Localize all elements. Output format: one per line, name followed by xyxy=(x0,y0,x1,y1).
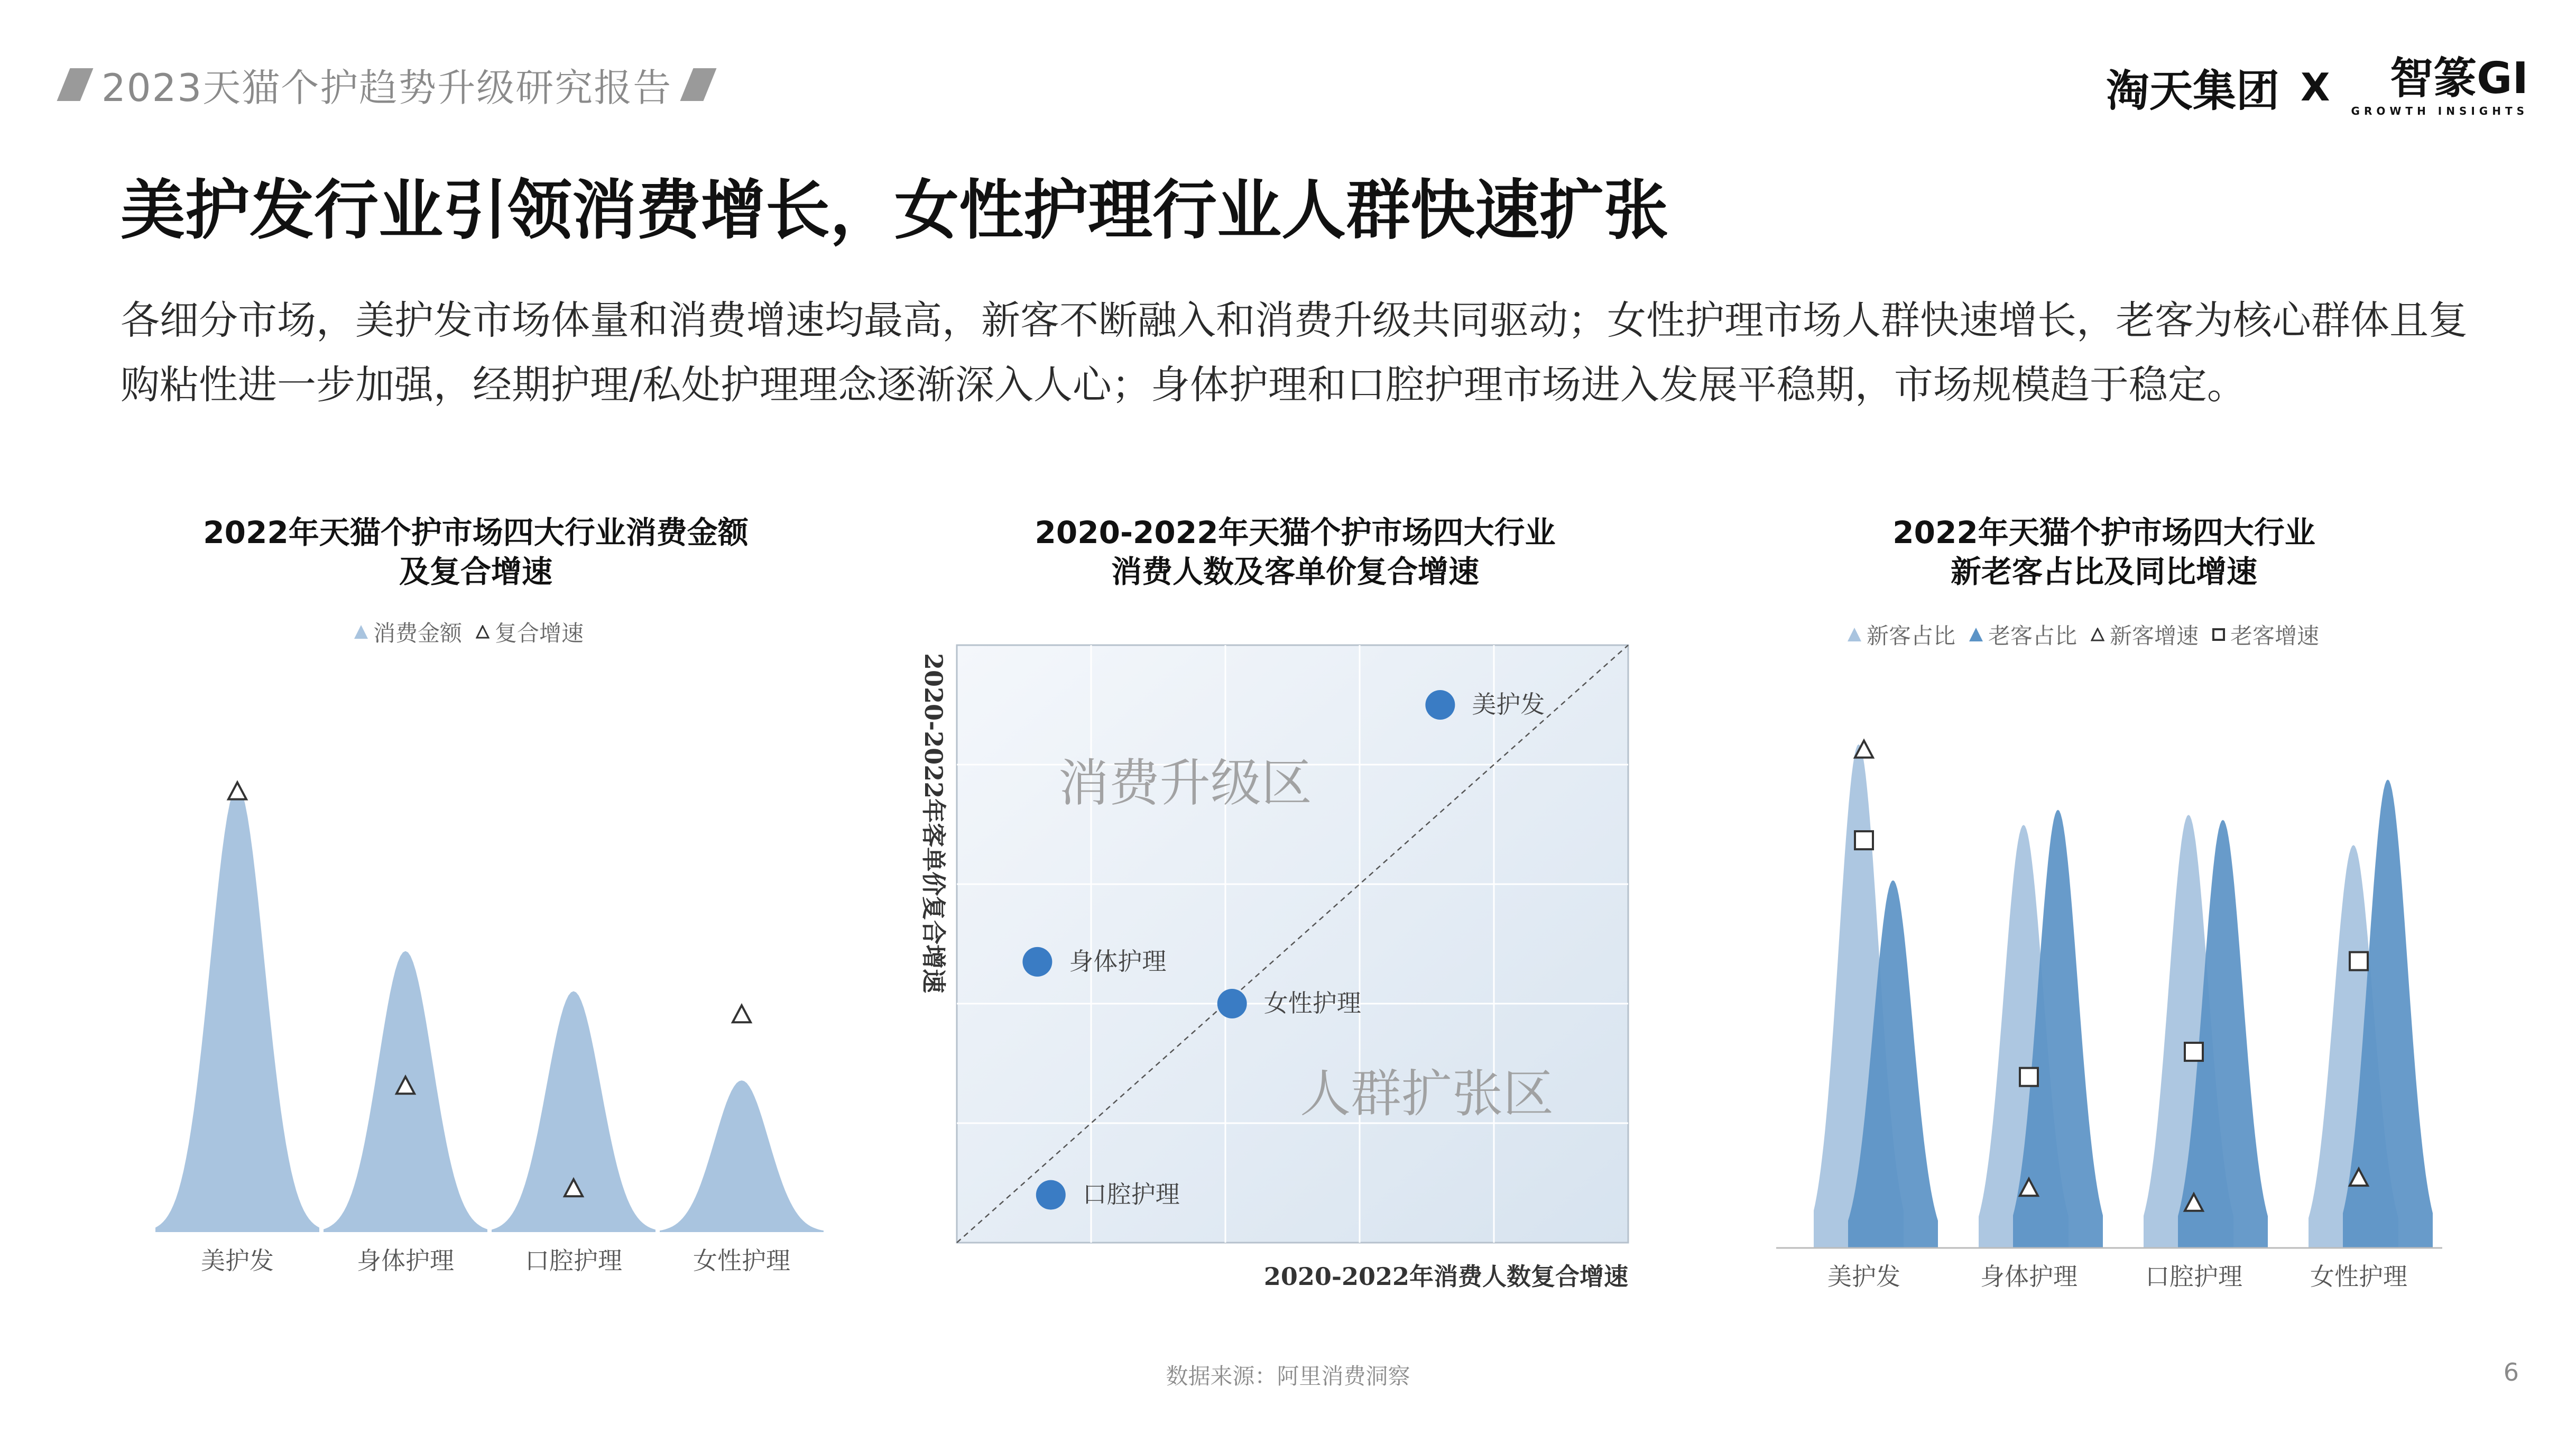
chart1-title-line1: 2022年天猫个护市场四大行业消费金额 xyxy=(203,515,749,550)
chart3-title-line1: 2022年天猫个护市场四大行业 xyxy=(1892,515,2315,550)
chart3-x-tick-3: 女性护理 xyxy=(2310,1262,2407,1291)
chart1-growth-marker-0 xyxy=(228,783,246,800)
data-source: 数据来源：阿里消费洞察 xyxy=(1166,1363,1410,1389)
chart1-x-tick-2: 口腔护理 xyxy=(525,1246,622,1275)
chart2-title-line1: 2020-2022年天猫个护市场四大行业 xyxy=(1035,515,1556,550)
chart3-old-growth-marker-3 xyxy=(2350,952,2368,970)
chart1-x-tick-3: 女性护理 xyxy=(693,1246,790,1275)
chart3-legend-label-old-share: 老客占比 xyxy=(1988,623,2078,649)
chart3-title-line2: 新老客占比及同比增速 xyxy=(1950,554,2257,590)
filled-triangle-dark-icon xyxy=(1969,628,1983,641)
brand-cross: X xyxy=(2301,65,2330,109)
chart3-title xyxy=(1734,513,2474,591)
brand-right: 智篆GI xyxy=(2390,53,2528,104)
outline-triangle-icon xyxy=(476,625,490,639)
page-headline: 美护发行业引领消费增长，女性护理行业人群快速扩张 xyxy=(121,173,1668,248)
chart2-scatter-plot xyxy=(899,635,1692,1322)
chart3-legend-label-new-growth: 新客增速 xyxy=(2110,623,2199,649)
chart3-legend-item-new-share xyxy=(1848,619,1955,650)
chart1-growth-marker-3 xyxy=(733,1005,751,1022)
slash-decoration-left xyxy=(57,68,93,101)
brand-logo xyxy=(2106,50,2528,124)
chart1-legend-item-growth xyxy=(476,616,584,648)
filled-triangle-icon xyxy=(1848,628,1861,641)
chart3-old-growth-marker-1 xyxy=(2020,1068,2038,1086)
chart2-point-label-0: 美护发 xyxy=(1472,690,1545,719)
chart2-y-axis-label: 2020-2022年客单价复合增速 xyxy=(919,653,948,994)
chart2-zone-lower: 人群扩张区 xyxy=(1300,1064,1554,1124)
chart3-old-growth-marker-2 xyxy=(2185,1043,2203,1061)
chart1-x-tick-0: 美护发 xyxy=(201,1246,274,1275)
chart1-title-line2: 及复合增速 xyxy=(399,554,552,590)
brand-subtitle: GROWTH INSIGHTS xyxy=(2351,105,2528,117)
report-title: 2023天猫个护趋势升级研究报告 xyxy=(101,66,672,110)
chart1-legend xyxy=(354,616,584,648)
chart1-amount-peak-3 xyxy=(660,1080,824,1232)
chart1-legend-label-amount: 消费金额 xyxy=(373,620,463,646)
chart3-x-tick-0: 美护发 xyxy=(1827,1262,1900,1291)
chart2-point-label-3: 口腔护理 xyxy=(1082,1180,1180,1209)
chart3-area-plot xyxy=(1760,687,2490,1301)
chart3-legend-item-new-growth xyxy=(2091,619,2199,650)
chart3-legend-item-old-share xyxy=(1969,619,2077,650)
chart2-point-label-1: 身体护理 xyxy=(1069,947,1167,976)
outline-triangle-icon xyxy=(2091,628,2104,641)
chart2-point-0 xyxy=(1425,690,1455,720)
chart1-title xyxy=(106,513,846,591)
chart2-point-3 xyxy=(1036,1180,1066,1210)
chart1-amount-peak-0 xyxy=(155,786,319,1233)
chart3-legend xyxy=(1848,619,2319,650)
chart3-legend-label-old-growth: 老客增速 xyxy=(2230,623,2320,649)
chart3-x-tick-1: 身体护理 xyxy=(1980,1262,2078,1291)
chart2-point-1 xyxy=(1022,947,1052,977)
chart2-title-line2: 消费人数及客单价复合增速 xyxy=(1111,554,1479,590)
brand-right-block xyxy=(2351,53,2528,117)
chart3-legend-label-new-share: 新客占比 xyxy=(1867,623,1956,649)
chart1-x-tick-1: 身体护理 xyxy=(357,1246,454,1275)
chart1-legend-label-growth: 复合增速 xyxy=(495,620,584,646)
report-tag xyxy=(63,53,710,116)
page-number: 6 xyxy=(2503,1358,2519,1386)
chart2-zone-upper: 消费升级区 xyxy=(1058,753,1312,813)
page-description: 各细分市场，美护发市场体量和消费增速均最高，新客不断融入和消费升级共同驱动；女性护理市场人群快速增长，老客为核心群体且复购粘性进一步加强，经期护理/私处护理理念逐渐深入人心；身体护理和口腔护理市场进入发展平稳期，市场规模趋于稳定。 xyxy=(121,298,2468,408)
outline-square-icon xyxy=(2212,628,2225,641)
chart1-area-plot xyxy=(122,687,862,1301)
chart3-legend-item-old-growth xyxy=(2212,619,2319,650)
chart3-x-tick-2: 口腔护理 xyxy=(2145,1262,2242,1291)
filled-triangle-icon xyxy=(354,625,368,639)
chart2-x-axis-label: 2020-2022年消费人数复合增速 xyxy=(1263,1262,1628,1291)
chart2-title xyxy=(899,513,1692,591)
slash-decoration-right xyxy=(680,68,717,101)
brand-left: 淘天集团 xyxy=(2106,66,2280,116)
chart2-point-label-2: 女性护理 xyxy=(1263,989,1361,1017)
chart3-old-growth-marker-0 xyxy=(1855,831,1873,849)
chart2-point-2 xyxy=(1217,989,1247,1018)
chart1-legend-item-amount xyxy=(354,616,462,648)
